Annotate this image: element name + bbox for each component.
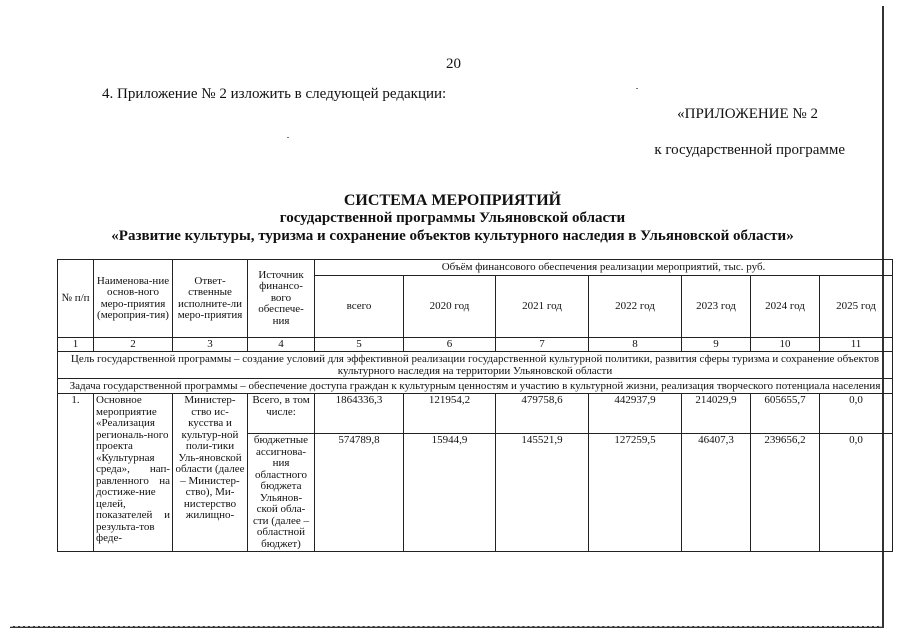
header-source: Источник финансо-вого обеспече-ния [248, 260, 315, 338]
column-number: 7 [496, 338, 589, 352]
column-number: 5 [315, 338, 404, 352]
value-2025: 0,0 [820, 434, 893, 552]
column-number: 6 [404, 338, 496, 352]
scan-speck [636, 88, 638, 89]
header-name: Наименова-ние основ-ного меро-приятия (мероприя-тия) [94, 260, 173, 338]
header-year-2022: 2022 год [589, 276, 682, 338]
value-2025: 0,0 [820, 394, 893, 434]
measure-name: Основное мероприятие «Реализация региональ-ного проекта «Культурная среда», нап-равленного на достиже-ние целей, показателей и результа-тов феде- [94, 394, 173, 552]
value-2022: 127259,5 [589, 434, 682, 552]
finance-source: бюджетные ассигнова-ния областного бюджета Ульянов-ской обла-сти (далее – областной бюджет) [248, 434, 315, 552]
header-num: № п/п [58, 260, 94, 338]
row-number: 1. [58, 394, 94, 552]
value-2023: 46407,3 [682, 434, 751, 552]
column-number: 8 [589, 338, 682, 352]
header-year-2021: 2021 год [496, 276, 589, 338]
header-year-2020: 2020 год [404, 276, 496, 338]
appendix-title: «ПРИЛОЖЕНИЕ № 2 [677, 106, 818, 122]
column-number: 1 [58, 338, 94, 352]
column-number: 11 [820, 338, 893, 352]
page-number: 20 [446, 56, 461, 72]
scan-speck [287, 137, 289, 138]
value-2022: 442937,9 [589, 394, 682, 434]
header-year-2025: 2025 год [820, 276, 893, 338]
program-goal-row: Цель государственной программы – создание условий для эффективной реализации государственной культурной политики, развития сферы туризма и сохранение объектов культурного наследия на территории Ульяновской области [58, 352, 893, 379]
appendix-subtitle: к государственной программе [654, 142, 845, 158]
value-2020: 121954,2 [404, 394, 496, 434]
header-total: всего [315, 276, 404, 338]
value-2021: 145521,9 [496, 434, 589, 552]
heading-line-1: СИСТЕМА МЕРОПРИЯТИЙ [343, 192, 562, 209]
column-number: 9 [682, 338, 751, 352]
column-number: 10 [751, 338, 820, 352]
scan-edge-noise [10, 624, 882, 627]
heading-line-3: «Развитие культуры, туризма и сохранение объектов культурного наследия в Ульяновской области» [111, 228, 794, 244]
measures-table [57, 259, 893, 552]
value-total: 574789,8 [315, 434, 404, 552]
header-year-2023: 2023 год [682, 276, 751, 338]
measure-executors: Министер-ство ис-кусства и культур-ной поли-тики Уль-яновской области (далее – Министер-ство), Ми-нистерство жилищно- [173, 394, 248, 552]
value-total: 1864336,3 [315, 394, 404, 434]
finance-source: Всего, в том числе: [248, 394, 315, 434]
header-year-2024: 2024 год [751, 276, 820, 338]
amendment-item-text: 4. Приложение № 2 изложить в следующей редакции: [102, 86, 447, 102]
heading-line-2: государственной программы Ульяновской области [279, 210, 626, 226]
column-number: 3 [173, 338, 248, 352]
value-2023: 214029,9 [682, 394, 751, 434]
program-task-row: Задача государственной программы – обеспечение доступа граждан к культурным ценностям и участию в культурной жизни, реализация творческого потенциала населения [58, 379, 893, 394]
column-number: 2 [94, 338, 173, 352]
value-2024: 605655,7 [751, 394, 820, 434]
value-2020: 15944,9 [404, 434, 496, 552]
value-2024: 239656,2 [751, 434, 820, 552]
value-2021: 479758,6 [496, 394, 589, 434]
header-finance: Объём финансового обеспечения реализации мероприятий, тыс. руб. [315, 260, 893, 276]
header-executors: Ответ-ственные исполните-ли меро-приятия [173, 260, 248, 338]
column-number: 4 [248, 338, 315, 352]
